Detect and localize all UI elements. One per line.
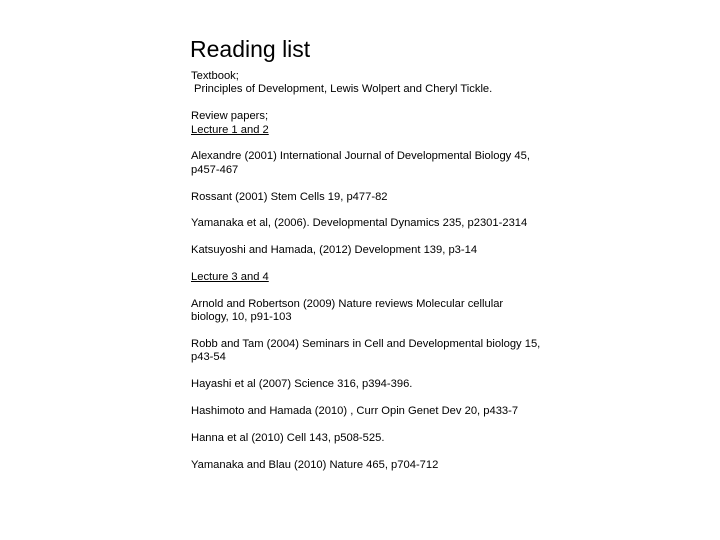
reference-entry: Hayashi et al (2007) Science 316, p394-396.	[191, 378, 413, 391]
spacer	[191, 365, 551, 378]
reference-entry: Hanna et al (2010) Cell 143, p508-525.	[191, 431, 385, 444]
section-heading-lecture-1-2: Lecture 1 and 2	[191, 123, 269, 136]
spacer	[191, 137, 551, 150]
spacer	[191, 177, 551, 190]
textbook-entry: Principles of Development, Lewis Wolpert and Cheryl Tickle.	[194, 83, 493, 96]
spacer	[191, 204, 551, 217]
spacer	[191, 258, 551, 271]
reading-list-body	[191, 70, 551, 472]
reference-entry: Yamanaka and Blau (2010) Nature 465, p704-712	[191, 458, 439, 471]
textbook-label: Textbook;	[191, 70, 239, 82]
review-papers-label: Review papers;	[191, 110, 269, 123]
section-heading-lecture-3-4: Lecture 3 and 4	[191, 271, 269, 283]
spacer	[191, 97, 551, 110]
page-title: Reading list	[190, 36, 311, 62]
reference-entry: Hashimoto and Hamada (2010) , Curr Opin Genet Dev 20, p433-7	[191, 405, 519, 417]
reference-entry: Rossant (2001) Stem Cells 19, p477-82	[191, 190, 388, 203]
spacer	[191, 231, 551, 244]
spacer	[191, 284, 551, 297]
spacer	[191, 418, 551, 431]
reference-entry: Katsuyoshi and Hamada, (2012) Development 139, p3-14	[191, 244, 478, 257]
reference-entry: Arnold and Robertson (2009) Nature reviews Molecular cellular biology, 10, p91-103	[191, 297, 504, 324]
reference-entry: Yamanaka et al, (2006). Developmental Dynamics 235, p2301-2314	[191, 217, 528, 230]
spacer	[191, 325, 551, 338]
spacer	[191, 392, 551, 405]
spacer	[191, 445, 551, 458]
reference-entry: Alexandre (2001) International Journal of Developmental Biology 45, p457-467	[191, 150, 530, 176]
reference-entry: Robb and Tam (2004) Seminars in Cell and Developmental biology 15, p43-54	[191, 338, 541, 364]
